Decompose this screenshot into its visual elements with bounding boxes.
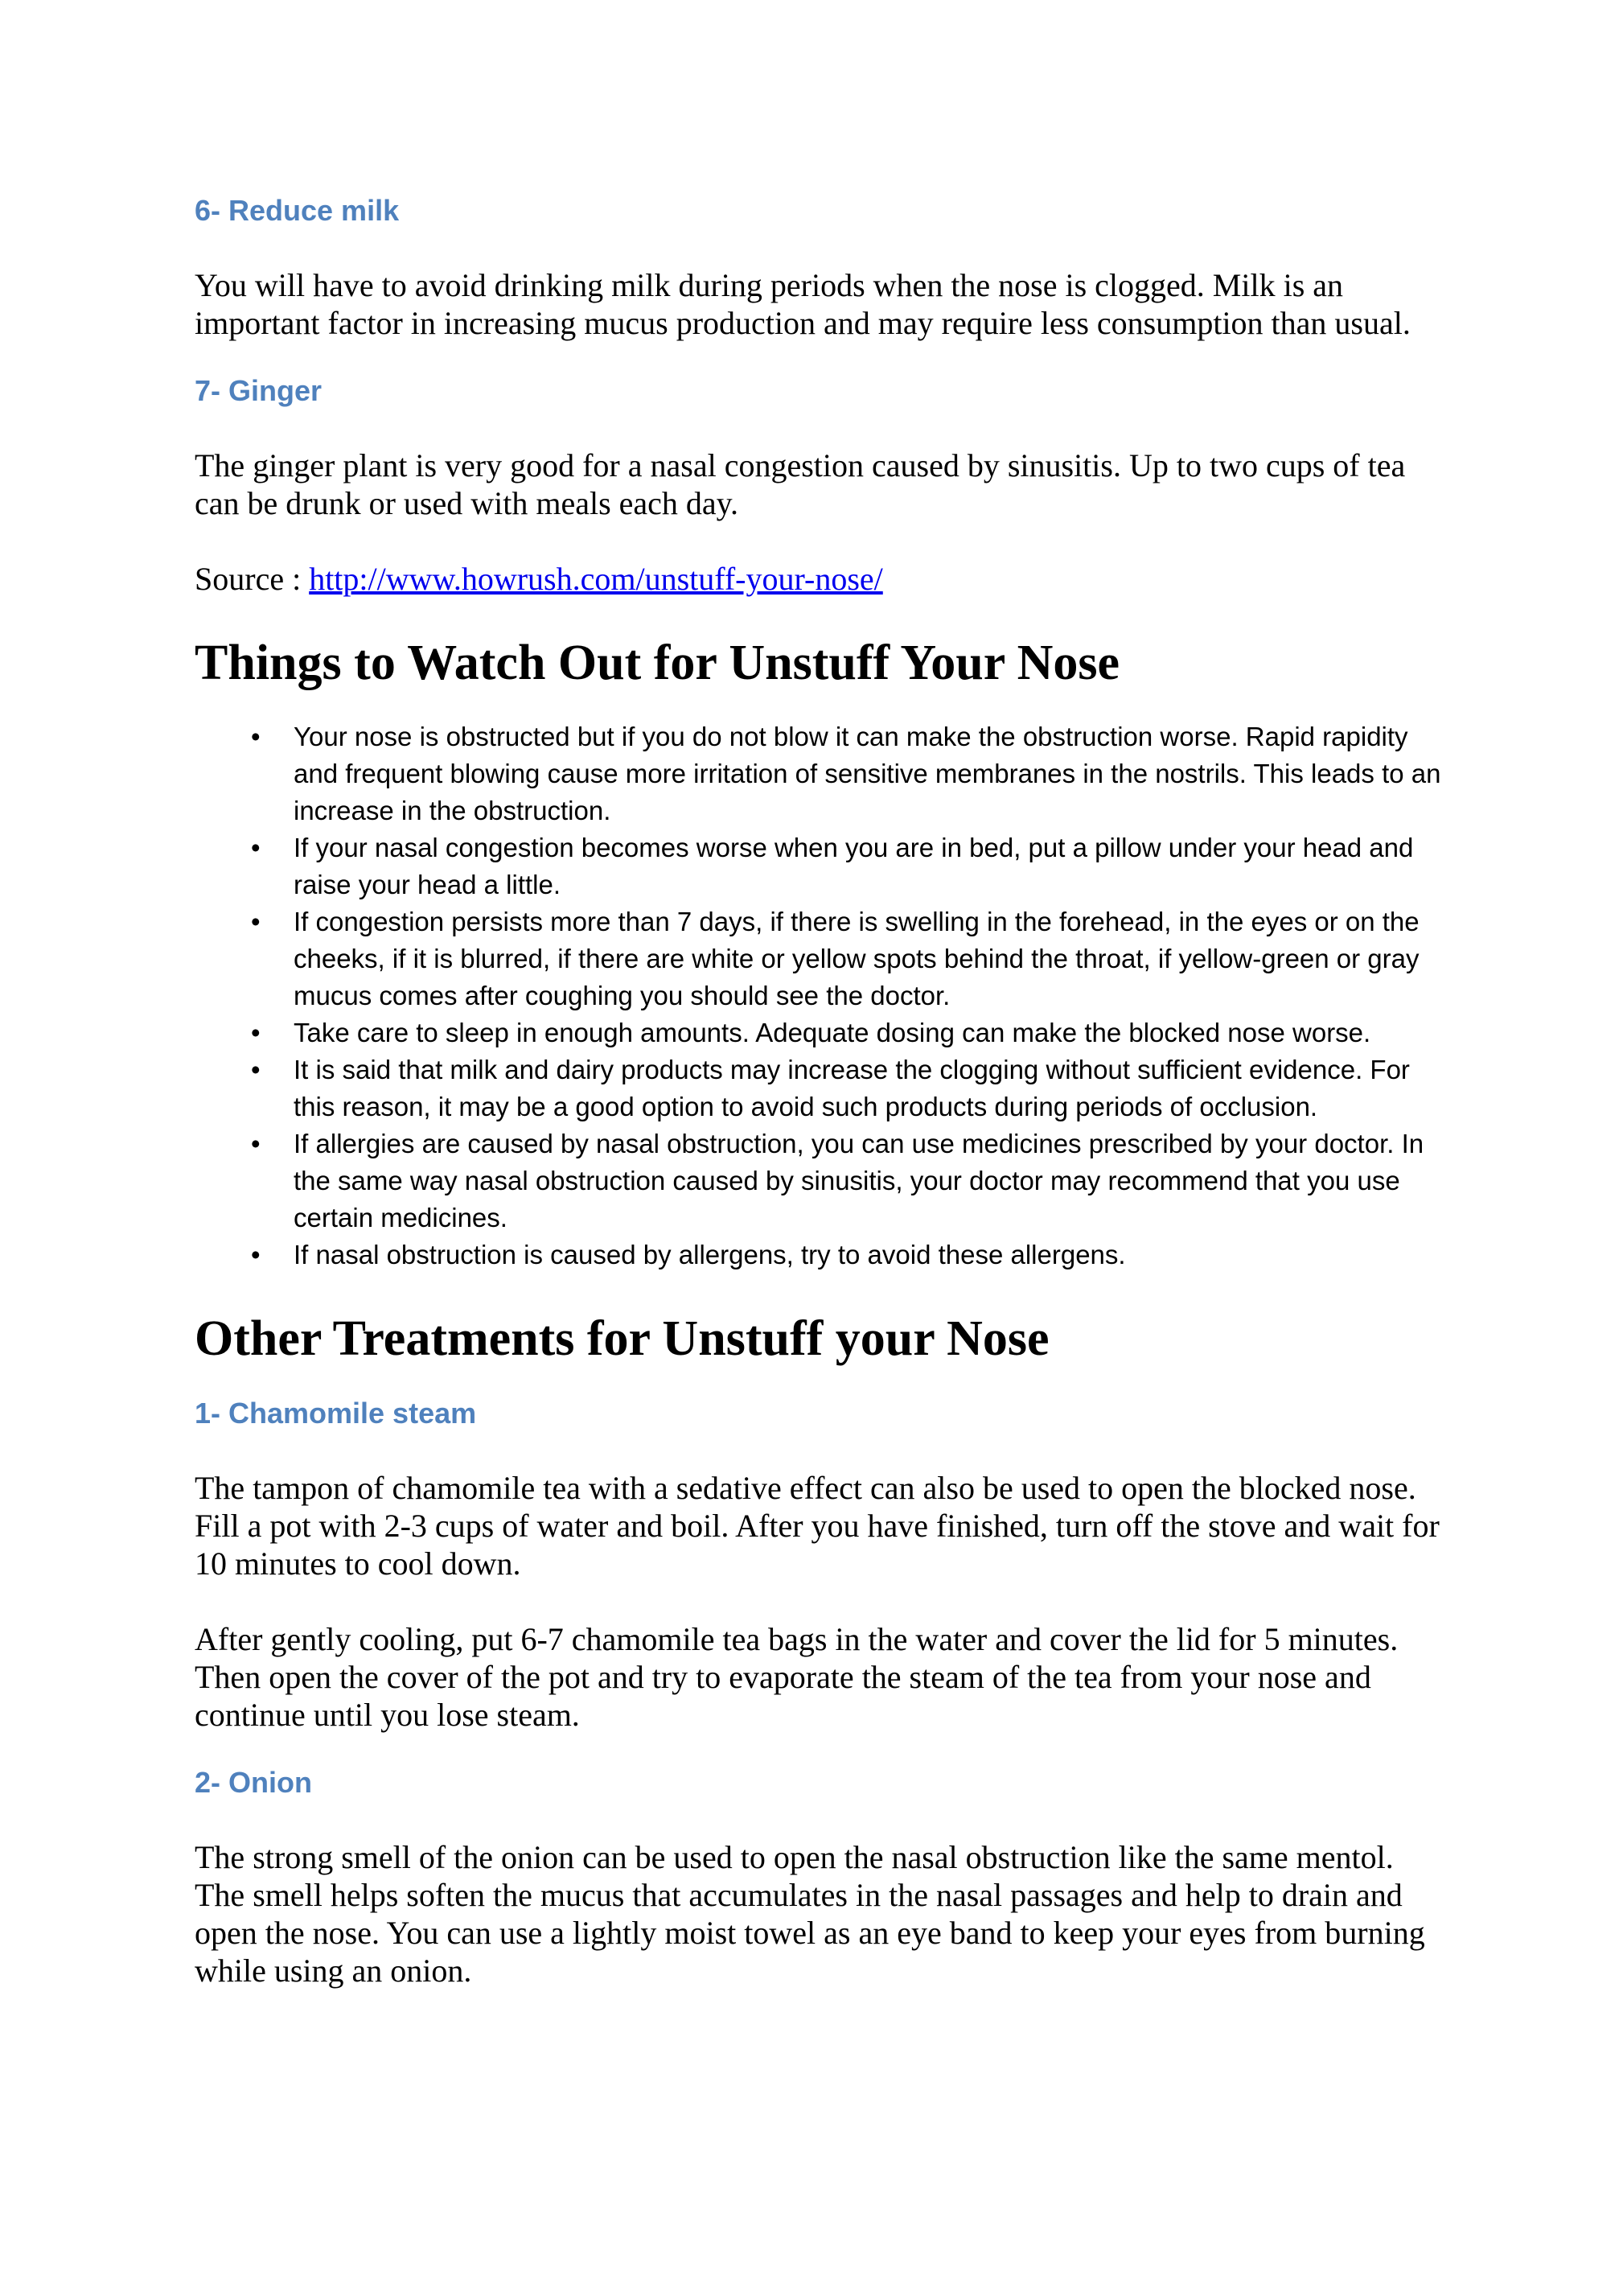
bullet-icon: • — [251, 722, 261, 751]
reduce-milk-paragraph: You will have to avoid drinking milk during periods when the nose is clogged. Milk is an important factor in increasing mucus production and may require less consumption than usual. — [195, 267, 1411, 341]
list-item-text: If congestion persists more than 7 days, if there is swelling in the forehead, in the eyes or on the cheeks, if it is blurred, if there are white or yellow spots behind the throat, if yellow-green or gray mucus comes after coughing you should see the doctor. — [294, 907, 1420, 1010]
bullet-icon: • — [251, 907, 261, 936]
chamomile-paragraph-1: The tampon of chamomile tea with a sedative effect can also be used to open the blocked nose. Fill a pot with 2-3 cups of water and boil. After you have finished, turn off the stove and wait for 10 minutes to cool down. — [195, 1470, 1440, 1582]
reduce-milk-heading: 6- Reduce milk — [195, 194, 400, 227]
ginger-heading: 7- Ginger — [195, 374, 323, 407]
list-item-text: Take care to sleep in enough amounts. Adequate dosing can make the blocked nose worse. — [294, 1018, 1371, 1047]
list-item-text: If your nasal congestion becomes worse when you are in bed, put a pillow under your head and raise your head a little. — [294, 833, 1414, 899]
list-item — [195, 1125, 1449, 1236]
list-item-text: If allergies are caused by nasal obstruction, you can use medicines prescribed by your doctor. In the same way nasal obstruction caused by sinusitis, your doctor may recommend that you use certain medicines. — [294, 1129, 1424, 1232]
ginger-paragraph: The ginger plant is very good for a nasal congestion caused by sinusitis. Up to two cups of tea can be drunk or used with meals each day. — [195, 447, 1406, 521]
list-item-text: If nasal obstruction is caused by allergens, try to avoid these allergens. — [294, 1240, 1126, 1269]
list-item-text: Your nose is obstructed but if you do not blow it can make the obstruction worse. Rapid rapidity and frequent blowing cause more irritation of sensitive membranes in the nostrils. This leads to an increase in the obstruction. — [294, 722, 1441, 825]
watch-out-title: Things to Watch Out for Unstuff Your Nose — [195, 636, 1120, 690]
list-item — [195, 1051, 1449, 1125]
list-item — [195, 1014, 1449, 1051]
list-item — [195, 903, 1449, 1014]
document-content — [195, 191, 1449, 1989]
watch-out-list — [195, 718, 1449, 1273]
other-treatments-title: Other Treatments for Unstuff your Nose — [195, 1311, 1050, 1366]
list-item — [195, 1236, 1449, 1273]
list-item — [195, 829, 1449, 903]
source-label: Source : — [195, 561, 310, 597]
bullet-icon: • — [251, 1129, 261, 1158]
chamomile-heading: 1- Chamomile steam — [195, 1397, 477, 1430]
onion-paragraph: The strong smell of the onion can be used to open the nasal obstruction like the same mentol. The smell helps soften the mucus that accumulates in the nasal passages and help to drain and open the nose. You can use a lightly moist towel as an eye band to keep your eyes from burning while using an onion. — [195, 1839, 1425, 1989]
source-line — [195, 560, 1449, 598]
bullet-icon: • — [251, 1018, 261, 1047]
list-item — [195, 718, 1449, 829]
chamomile-paragraph-2: After gently cooling, put 6-7 chamomile tea bags in the water and cover the lid for 5 minutes. Then open the cover of the pot and try to evaporate the steam of the tea from your nose and continue until you lose steam. — [195, 1621, 1399, 1733]
bullet-icon: • — [251, 1240, 261, 1269]
bullet-icon: • — [251, 833, 261, 862]
source-link[interactable]: http://www.howrush.com/unstuff-your-nose/ — [309, 561, 883, 597]
bullet-icon: • — [251, 1055, 261, 1084]
onion-heading: 2- Onion — [195, 1766, 312, 1799]
list-item-text: It is said that milk and dairy products may increase the clogging without sufficient evidence. For this reason, it may be a good option to avoid such products during periods of occlusion. — [294, 1055, 1410, 1121]
